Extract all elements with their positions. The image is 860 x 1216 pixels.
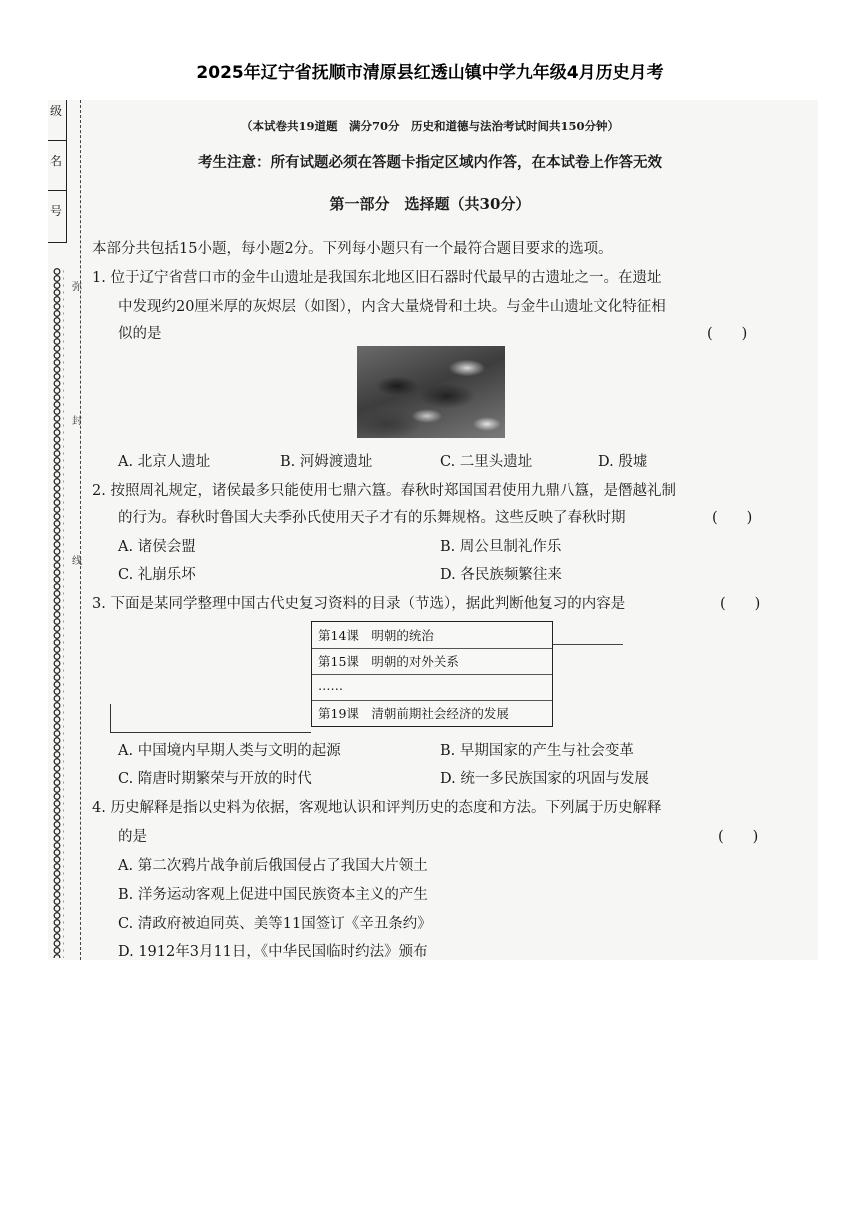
toc-item: 第14课 明朝的统治 [318,628,434,643]
question-1-answer-paren: ( ) [707,326,748,342]
question-3-option-c: C. 隋唐时期繁荣与开放的时代 [118,771,312,787]
ash-layer-photo [357,346,505,438]
question-4-stem-line-2: 的是 [118,829,147,845]
question-4-answer-paren: ( ) [718,829,759,845]
scan-stray-line [553,644,623,645]
question-2-option-a: A. 诸侯会盟 [118,539,196,555]
question-1-option-d: D. 殷墟 [598,454,648,470]
toc-item: 第15课 明朝的对外关系 [318,654,459,669]
binding-label-seal: 弥 [72,282,82,293]
question-2-stem-line-1: 2. 按照周礼规定，诸侯最多只能使用七鼎六簋。春秋时郑国国君使用九鼎八簋，是僭越礼制 [92,483,676,499]
question-3-option-d: D. 统一多民族国家的巩固与发展 [440,771,649,787]
question-2-stem-line-2: 的行为。春秋时鲁国大夫季孙氏使用天子才有的乐舞规格。这些反映了春秋时期 [118,510,626,526]
toc-item: 第19课 清朝前期社会经济的发展 [318,706,509,721]
scan-stray-bracket [110,704,311,733]
binding-dashed-line [80,100,81,960]
margin-label-number: 号 [50,204,63,218]
binding-label-line: 线 [72,556,82,567]
page-title: 2025年辽宁省抚顺市清原县红透山镇中学九年级4月历史月考 [196,63,664,83]
binding-label-cover: 封 [72,416,82,427]
question-4-option-c: C. 清政府被迫同英、美等11国签订《辛丑条约》 [118,916,432,932]
question-4-stem-line-1: 4. 历史解释是指以史料为依据，客观地认识和评判历史的态度和方法。下列属于历史解释 [92,800,662,816]
question-4-option-a: A. 第二次鸦片战争前后俄国侵占了我国大片领土 [118,858,428,874]
section-title: 第一部分 选择题（共30分） [329,195,531,213]
question-1-option-b: B. 河姆渡遗址 [280,454,373,470]
question-1-stem-line-3: 似的是 [118,326,162,342]
question-3-stem-line-1: 3. 下面是某同学整理中国古代史复习资料的目录（节选），据此判断他复习的内容是 [92,596,626,612]
question-3-option-b: B. 早期国家的产生与社会变革 [440,743,634,759]
question-1-stem-line-2: 中发现约20厘米厚的灰烬层（如图），内含大量烧骨和土块。与金牛山遗址文化特征相 [118,299,666,315]
question-2-option-b: B. 周公旦制礼作乐 [440,539,562,555]
exam-notice: 考生注意：所有试题必须在答题卡指定区域内作答，在本试卷上作答无效 [198,154,662,171]
toc-item: …… [318,678,343,693]
margin-label-name: 名 [50,154,63,168]
table-of-contents [311,621,553,727]
question-3-option-a: A. 中国境内早期人类与文明的起源 [118,743,341,759]
scanned-sheet [48,100,818,960]
question-1-stem-line-1: 1. 位于辽宁省营口市的金牛山遗址是我国东北地区旧石器时代最早的古遗址之一。在遗址 [92,270,662,286]
section-instructions: 本部分共包括15小题，每小题2分。下列每小题只有一个最符合题目要求的选项。 [92,241,613,257]
binding-perforation [52,268,64,958]
question-3-answer-paren: ( ) [720,596,761,612]
margin-label-class: 级 [50,104,63,118]
question-1-option-c: C. 二里头遗址 [440,454,533,470]
question-4-option-d: D. 1912年3月11日，《中华民国临时约法》颁布 [118,944,428,960]
question-2-option-c: C. 礼崩乐坏 [118,567,196,583]
exam-subtitle: （本试卷共19道题 满分70分 历史和道德与法治考试时间共150分钟） [240,119,619,133]
question-2-option-d: D. 各民族频繁往来 [440,567,562,583]
question-4-option-b: B. 洋务运动客观上促进中国民族资本主义的产生 [118,887,428,903]
question-1-option-a: A. 北京人遗址 [118,454,211,470]
question-2-answer-paren: ( ) [712,510,753,526]
